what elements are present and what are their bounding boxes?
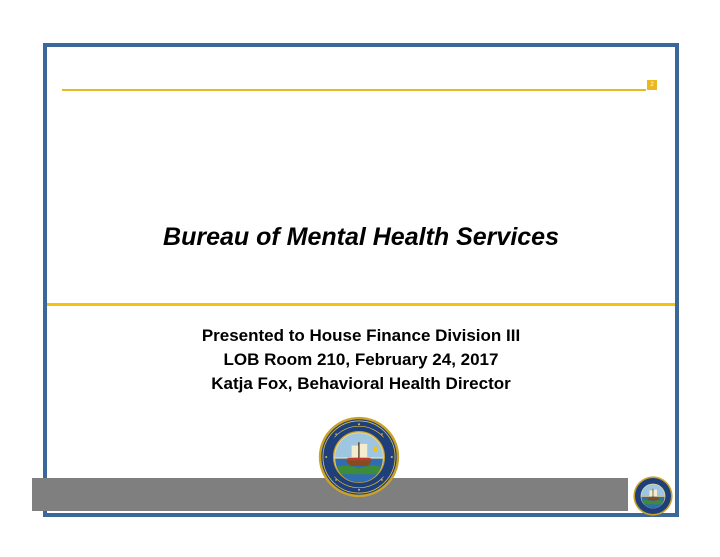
state-seal-icon: [318, 416, 400, 498]
subtitle-line-1: Presented to House Finance Division III: [201, 326, 521, 345]
slide-title: Bureau of Mental Health Services: [163, 223, 559, 251]
page-number: 2: [647, 80, 657, 90]
top-rule: [62, 89, 646, 91]
state-seal-small-icon: [633, 476, 673, 516]
title-divider: [47, 303, 675, 306]
subtitle-block: [47, 324, 675, 396]
subtitle-line-2: LOB Room 210, February 24, 2017: [223, 350, 499, 369]
subtitle-line-3: Katja Fox, Behavioral Health Director: [211, 374, 511, 393]
